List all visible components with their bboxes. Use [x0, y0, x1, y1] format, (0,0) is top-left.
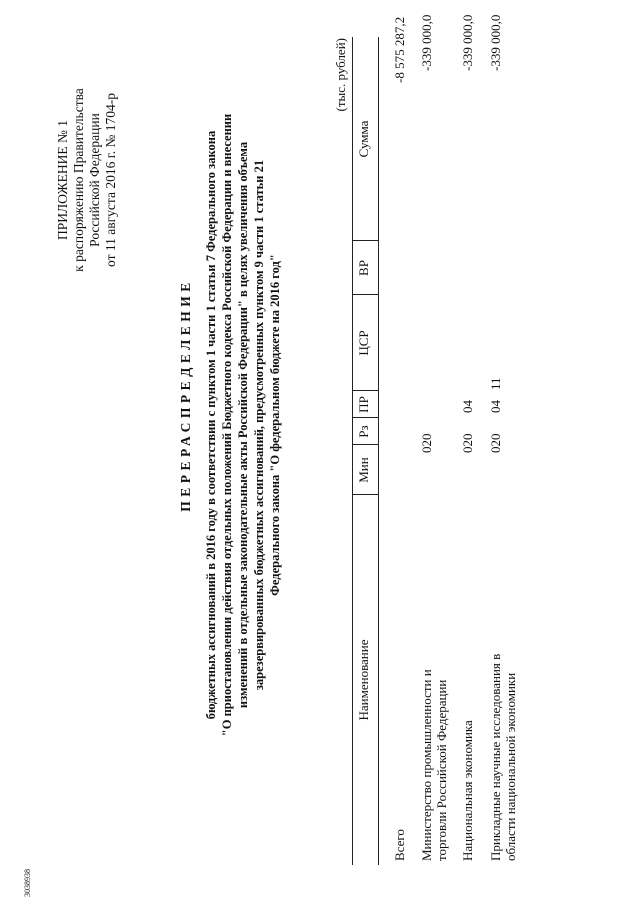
document-number: 3038938	[23, 869, 32, 897]
header-pr: ПР	[356, 396, 371, 413]
header-sum: Сумма	[356, 120, 371, 158]
subtitle-line: бюджетных ассигнований в 2016 году в соответствии с пунктом 1 части 1 статьи 7 Федерального закона	[204, 130, 218, 720]
table-row-min: 020	[488, 433, 503, 453]
table-row-name: Всего	[392, 829, 407, 861]
subtitle-line: изменений в отдельные законодательные акты Российской Федерации" в целях увеличения объема	[236, 141, 250, 709]
appendix-title: ПРИЛОЖЕНИЕ № 1	[55, 119, 70, 241]
table-row-rz: 04	[460, 400, 475, 413]
header-rz: Рз	[356, 425, 371, 438]
units-label: (тыс. рублей)	[333, 38, 348, 112]
table-row-min: 020	[419, 433, 434, 453]
table-row-rz: 04	[488, 400, 503, 413]
subtitle-line: "О приостановлении действия отдельных положений Бюджетного кодекса Российской Федерации и внесении	[220, 113, 234, 737]
table-row-sum: -339 000,0	[488, 14, 503, 71]
header-min: Мин	[356, 457, 371, 483]
subtitle-line: Федерального закона "О федеральном бюджете на 2016 год"	[268, 254, 282, 596]
table-row-min: 020	[460, 433, 475, 453]
table-row-pr: 11	[488, 377, 503, 390]
table-top-border	[352, 37, 353, 865]
table-header-border	[378, 37, 379, 865]
header-vr: ВР	[356, 260, 371, 276]
table-row-sum: -339 000,0	[419, 14, 434, 71]
appendix-line-government: Российской Федерации	[87, 113, 102, 247]
header-name: Наименование	[356, 639, 371, 721]
document-subtitle	[203, 75, 283, 775]
appendix-line-order: к распоряжению Правительства	[71, 88, 86, 272]
table-row-name: Национальная экономика	[460, 720, 475, 861]
table-row-sum: -8 575 287,2	[392, 16, 407, 83]
table-row-name: Министерство промышленности и торговли Российской Федерации	[419, 669, 449, 861]
subtitle-line: зарезервированных бюджетных ассигнований, предусмотренных пунктом 9 части 1 статьи 21	[252, 159, 266, 691]
document-title: ПЕРЕРАСПРЕДЕЛЕНИЕ	[178, 278, 193, 512]
table-row-name: Прикладные научные исследования в области национальной экономики	[488, 653, 518, 861]
appendix-line-date: от 11 августа 2016 г. № 1704-р	[103, 93, 118, 267]
table-row-sum: -339 000,0	[460, 14, 475, 71]
appendix-block	[55, 30, 119, 330]
header-csr: ЦСР	[356, 330, 371, 356]
